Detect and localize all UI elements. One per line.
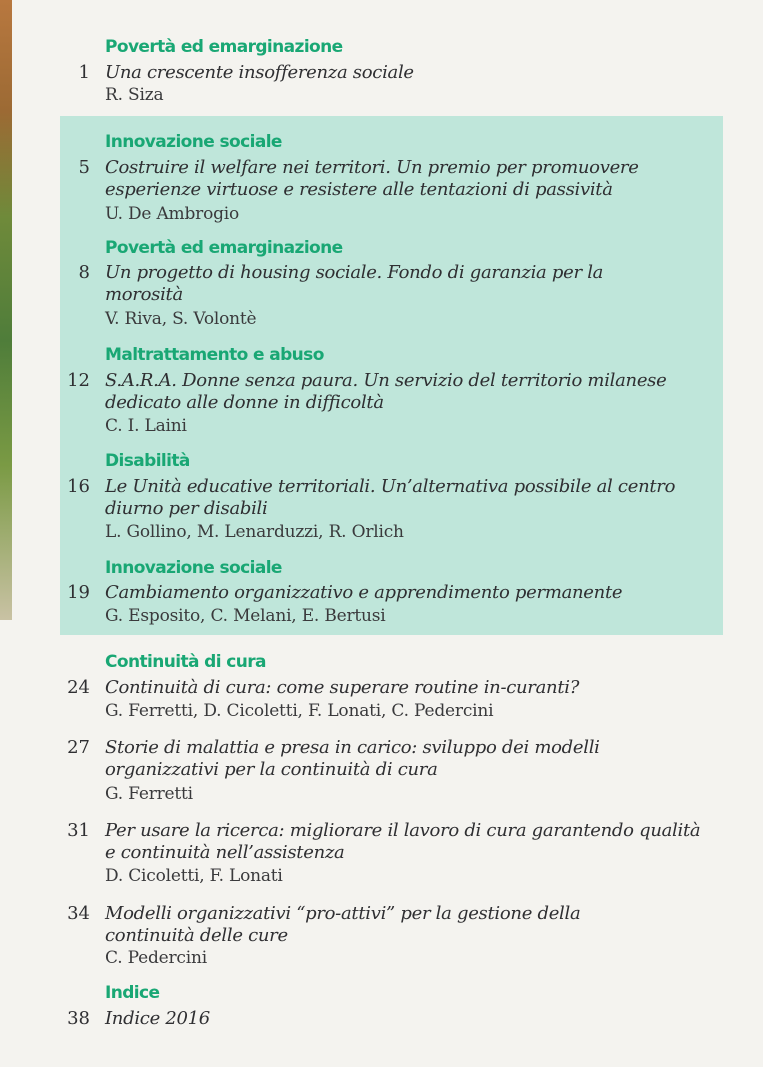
section-category: Povertà ed emarginazione: [105, 238, 343, 258]
article-title: Una crescente insofferenza sociale: [105, 62, 414, 83]
section-category: Disabilità: [105, 451, 190, 471]
page-number: 16: [67, 476, 90, 497]
article-authors: L. Gollino, M. Lenarduzzi, R. Orlich: [105, 522, 404, 542]
page-number: 24: [67, 677, 90, 698]
section-category: Continuità di cura: [105, 652, 266, 672]
article-title: Costruire il welfare nei territori. Un premio per promuovere esperienze virtuose e resistere alle tentazioni di passività: [105, 157, 639, 200]
page-number: 1: [78, 62, 90, 83]
page-number: 5: [78, 157, 90, 178]
article-title: Un progetto di housing sociale. Fondo di garanzia per la morosità: [105, 262, 604, 305]
section-category: Indice: [105, 983, 160, 1003]
article-title: Per usare la ricerca: migliorare il lavoro di cura garantendo qualità e continuità nell’assistenza: [105, 820, 701, 863]
page-number: 12: [67, 370, 90, 391]
article-title: Modelli organizzativi “pro-attivi” per la gestione della continuità delle cure: [105, 903, 581, 946]
article-authors: C. I. Laini: [105, 416, 187, 436]
page-number: 27: [67, 737, 90, 758]
section-category: Innovazione sociale: [105, 558, 282, 578]
article-title: Cambiamento organizzativo e apprendimento permanente: [105, 582, 623, 603]
article-title: S.A.R.A. Donne senza paura. Un servizio del territorio milanese dedicato alle donne in difficoltà: [105, 370, 667, 413]
article-authors: D. Cicoletti, F. Lonati: [105, 866, 283, 886]
page-number: 8: [78, 262, 90, 283]
article-authors: C. Pedercini: [105, 948, 207, 968]
article-title: Indice 2016: [105, 1008, 210, 1029]
article-authors: U. De Ambrogio: [105, 204, 240, 224]
section-category: Innovazione sociale: [105, 132, 282, 152]
page-number: 38: [67, 1008, 90, 1029]
article-authors: R. Siza: [105, 85, 164, 105]
article-title: Continuità di cura: come superare routine in-curanti?: [105, 677, 580, 698]
article-title: Storie di malattia e presa in carico: sviluppo dei modelli organizzativi per la continuità di cura: [105, 737, 600, 780]
article-title: Le Unità educative territoriali. Un’alternativa possibile al centro diurno per disabili: [105, 476, 676, 519]
section-category: Povertà ed emarginazione: [105, 37, 343, 57]
article-authors: G. Esposito, C. Melani, E. Bertusi: [105, 606, 386, 626]
page-number: 19: [67, 582, 90, 603]
article-authors: G. Ferretti: [105, 784, 193, 804]
section-category: Maltrattamento e abuso: [105, 345, 324, 365]
page-number: 34: [67, 903, 90, 924]
page-number: 31: [67, 820, 90, 841]
photo-edge-strip: [0, 0, 12, 620]
article-authors: V. Riva, S. Volontè: [105, 309, 257, 329]
article-authors: G. Ferretti, D. Cicoletti, F. Lonati, C. Pedercini: [105, 701, 494, 721]
